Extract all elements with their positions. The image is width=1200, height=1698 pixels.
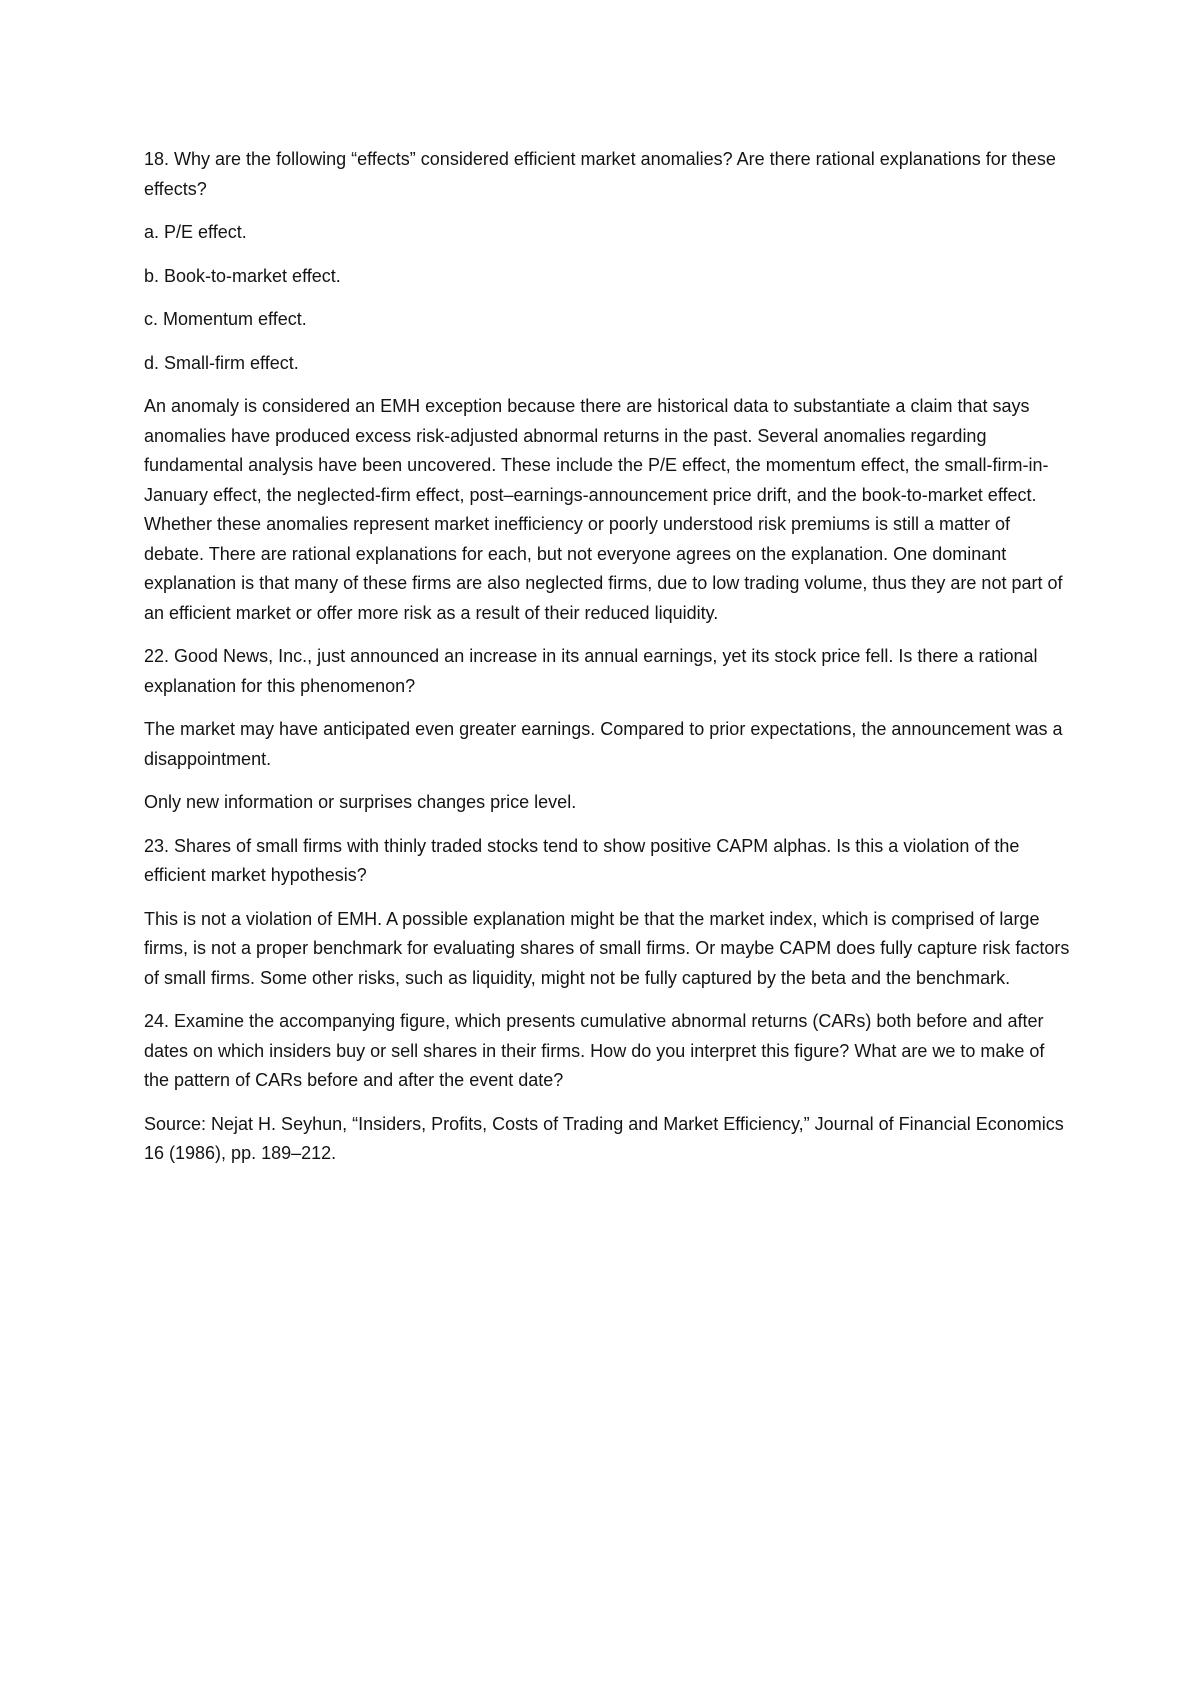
answer-23: This is not a violation of EMH. A possible explanation might be that the market index, which is comprised of large firms, is not a proper benchmark for evaluating shares of small firms. Or maybe CAPM does fully capture risk factors of small firms. Some other risks, such as liquidity, might not be fully captured by the beta and the benchmark. [144,908,1070,988]
item-a: a. P/E effect. [144,222,247,242]
item-d: d. Small-firm effect. [144,352,299,373]
item-c: c. Momentum effect. [144,309,307,329]
question-18: 18. Why are the following “effects” considered efficient market anomalies? Are there rational explanations for these effects? [144,149,1056,199]
answer-18: An anomaly is considered an EMH exception because there are historical data to substantiate a claim that says anomalies have produced excess risk-adjusted abnormal returns in the past. Several anomalies regarding fundamental analysis have been uncovered. These include the P/E effect, the momentum effect, the small-firm-in-January effect, the neglected-firm effect, post–earnings-announcement price drift, and the book-to-market effect. Whether these anomalies represent market inefficiency or poorly understood risk premiums is still a matter of debate. There are rational explanations for each, but not everyone agrees on the explanation. One dominant explanation is that many of these firms are also neglected firms, due to low trading volume, thus they are not part of an efficient market or offer more risk as a result of their reduced liquidity. [144,396,1063,623]
source-citation: Source: Nejat H. Seyhun, “Insiders, Profits, Costs of Trading and Market Efficiency,” Journal of Financial Economics 16 (1986), pp. 189–212. [144,1113,1064,1163]
item-b: b. Book-to-market effect. [144,265,341,286]
answer-22: The market may have anticipated even greater earnings. Compared to prior expectations, the announcement was a disappointment. [144,719,1063,769]
question-22: 22. Good News, Inc., just announced an increase in its annual earnings, yet its stock price fell. Is there a rational explanation for this phenomenon? [144,646,1038,696]
question-24: 24. Examine the accompanying figure, which presents cumulative abnormal returns (CARs) both before and after dates on which insiders buy or sell shares in their firms. How do you interpret this figure? What are we to make of the pattern of CARs before and after the event date? [144,1011,1045,1090]
question-23: 23. Shares of small firms with thinly traded stocks tend to show positive CAPM alphas. Is this a violation of the efficient market hypothesis? [144,835,1020,885]
answer-22-note: Only new information or surprises changes price level. [144,792,577,812]
document-body [144,145,1074,1183]
